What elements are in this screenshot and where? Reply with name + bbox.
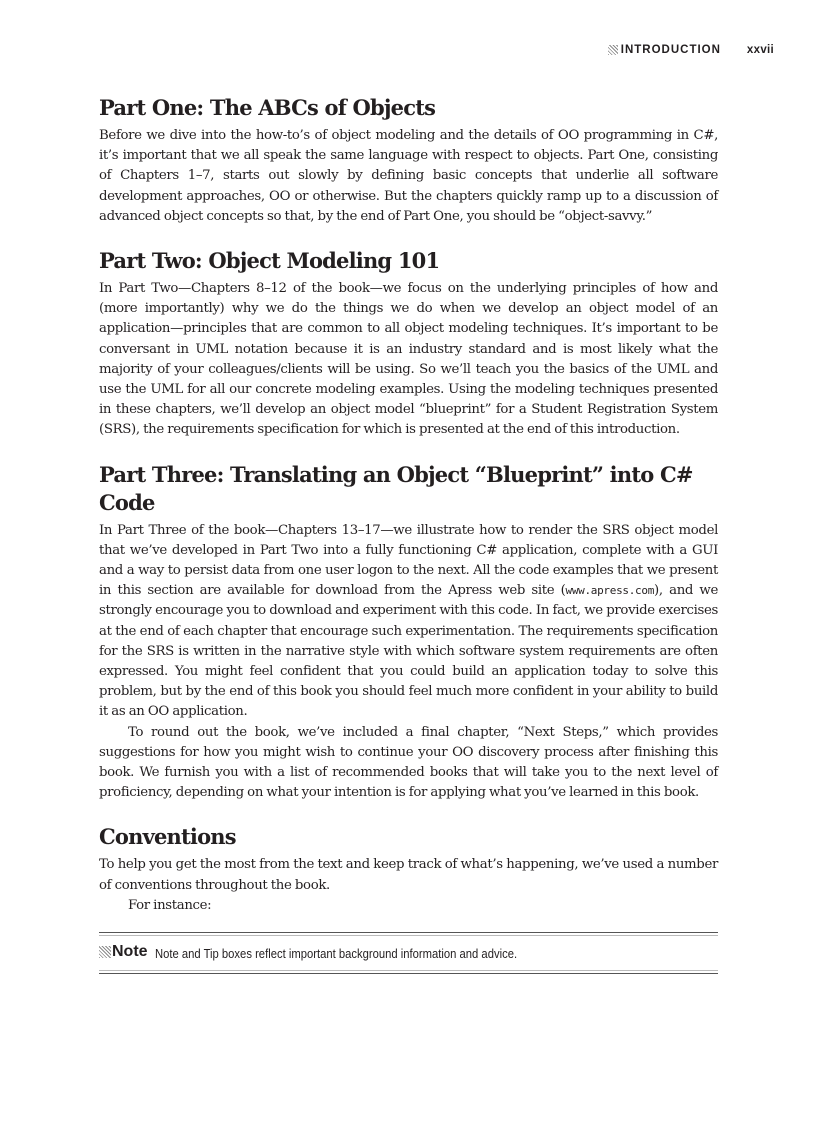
section-part-three (99, 461, 718, 804)
body-paragraph: To round out the book, we’ve included a final chapter, “Next Steps,” which provides suggestions for how you might wish to continue your OO discovery process after finishing this book. We furnish you with a list of recommended books that will take you to the next level of proficiency, depending on what your intention is for applying what you’ve learned in this book. (99, 724, 718, 801)
paragraph-text: In Part Three of the book—Chapters 13–17—we illustrate how to render the SRS object model that we’ve developed in Part Two into a fully functioning C# application, complete with a GUI and a way to persist data from one user logon to the next. All the code examples that we present in this section are available for download from the Apress web site ( (99, 522, 718, 599)
note-label-text: Note (112, 943, 148, 961)
page-number: xxvii (746, 44, 774, 56)
section-heading: Conventions (99, 824, 236, 850)
section-part-two (99, 247, 718, 441)
url-link[interactable]: www.apress.com (565, 584, 655, 598)
section-heading: Part Three: Translating an Object “Blueprint” into C# Code (99, 461, 693, 515)
note-label (99, 943, 148, 961)
running-head (608, 44, 774, 56)
section-heading: Part Two: Object Modeling 101 (99, 248, 440, 274)
running-head-section: INTRODUCTION (620, 44, 721, 56)
note-row (99, 943, 718, 961)
note-box (99, 932, 718, 974)
page-body (99, 94, 718, 974)
hatch-icon (608, 45, 618, 55)
body-paragraph: For instance: (128, 897, 212, 913)
body-paragraph: Before we dive into the how-to’s of object modeling and the details of OO programming in C#, it’s important that we all speak the same language with respect to objects. Part One, consisting of Chapters 1–7, starts out slowly by defining basic concepts that underlie all software development approaches, OO or otherwise. But the chapters quickly ramp up to a discussion of advanced object concepts so that, by the end of Part One, you should be “object-savvy.” (99, 128, 718, 224)
hatch-icon (99, 946, 111, 958)
body-paragraph: In Part Two—Chapters 8–12 of the book—we focus on the underlying principles of how and (more importantly) why we do the things we do when we develop an object model of an application—principles that are common to all object modeling techniques. It’s important to be conversant in UML notation because it is an industry standard and is most likely what the majority of your colleagues/clients will be using. So we’ll teach you the basics of the UML and use the UML for all our concrete modeling examples. Using the modeling techniques presented in these chapters, we’ll develop an object model “blueprint” for a Student Registration System (SRS), the requirements specification for which is presented at the end of this introduction. (99, 281, 718, 438)
body-paragraph: To help you get the most from the text and keep track of what’s happening, we’ve used a number of conventions throughout the book. (99, 857, 718, 893)
section-part-one (99, 94, 718, 227)
paragraph-text: ), and we strongly encourage you to download and experiment with this code. In fact, we provide exercises at the end of each chapter that encourage such experimentation. The requirements specification for the SRS is written in the narrative style with which software system requirements are often expressed. You might feel confident that you could build an application today to solve this problem, but by the end of this book you should feel much more confident in your ability to build it as an OO application. (99, 583, 718, 720)
section-conventions (99, 823, 718, 916)
note-text: Note and Tip boxes reflect important background information and advice. (154, 947, 517, 962)
body-paragraph (99, 521, 718, 723)
section-heading: Part One: The ABCs of Objects (99, 95, 436, 120)
